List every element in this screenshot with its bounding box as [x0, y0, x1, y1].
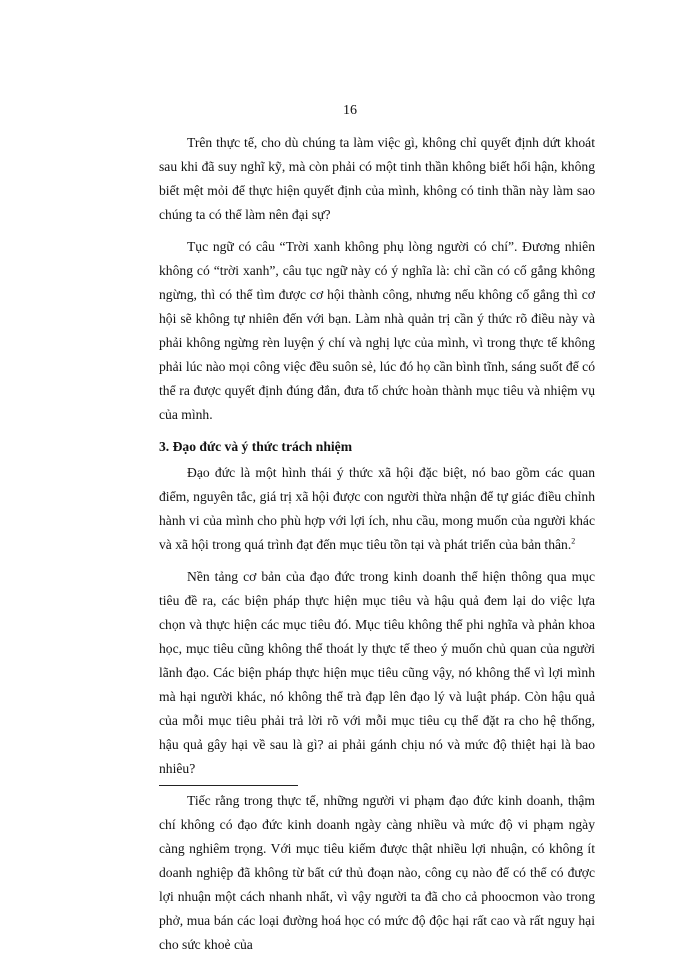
- footnote-separator: [159, 785, 298, 786]
- paragraph-5: Tiếc rằng trong thực tế, những người vi phạm đạo đức kinh doanh, thậm chí không có đạo đức kinh doanh ngày càng nhiều và mức độ vi phạm ngày càng nghiêm trọng. Với mục tiêu kiếm được thật nhiều lợi nhuận, có không ít doanh nghiệp đã không từ bất cứ thủ đoạn nào, công cụ nào để có thể có được lợi nhuận một cách nhanh nhất, vì vậy người ta đã cho cả phoocmon vào trong phở, mua bán các loại đường hoá học có mức độ độc hại rất cao và rất nguy hại cho sức khoẻ của: [159, 793, 595, 952]
- paragraph-3-text: Đạo đức là một hình thái ý thức xã hội đặc biệt, nó bao gồm các quan điểm, nguyên tắc, giá trị xã hội được con người thừa nhận để tự giác điều chỉnh hành vi của mình cho phù hợp với lợi ích, nhu cầu, mong muốn của người khác và xã hội trong quá trình đạt đến mục tiêu tồn tại và phát triển của bản thân.: [159, 465, 595, 552]
- body-text: [159, 131, 595, 965]
- footnote-reference: 2: [571, 536, 576, 546]
- paragraph-2: Tục ngữ có câu “Trời xanh không phụ lòng người có chí”. Đương nhiên không có “trời xanh”, câu tục ngữ này có ý nghĩa là: chỉ cần có cố gắng không ngừng, thì có thể tìm được cơ hội thành công, nhưng nếu không cố gắng thì cơ hội sẽ không tự nhiên đến với bạn. Làm nhà quản trị cần ý thức rõ điều này và phải không ngừng rèn luyện ý chí và nghị lực của mình, vì trong thực tế không phải lúc nào mọi công việc đều suôn sẻ, lúc đó họ cần bình tĩnh, sáng suốt để có thể ra được quyết định đúng đắn, đưa tổ chức hoàn thành mục tiêu và nhiệm vụ của mình.: [159, 239, 595, 422]
- paragraph-3: [159, 461, 595, 557]
- page-number: 16: [343, 103, 357, 118]
- paragraph-1: Trên thực tế, cho dù chúng ta làm việc gì, không chỉ quyết định dứt khoát sau khi đã suy nghĩ kỹ, mà còn phải có một tinh thần không biết hối hận, không biết mệt mỏi để thực hiện quyết định của mình, không có tinh thần này làm sao chúng ta có thể làm nên đại sự?: [159, 135, 595, 222]
- section-heading: 3. Đạo đức và ý thức trách nhiệm: [159, 439, 353, 454]
- paragraph-4: Nền tảng cơ bản của đạo đức trong kinh doanh thể hiện thông qua mục tiêu đề ra, các biện pháp thực hiện mục tiêu và hậu quả đem lại do việc lựa chọn và thực hiện các mục tiêu đó. Mục tiêu không thể phi nghĩa và phản khoa học, mục tiêu cũng không thể thoát ly thực tế theo ý muốn chủ quan của người lãnh đạo. Các biện pháp thực hiện mục tiêu cũng vậy, nó không thể vì lợi mình mà hại người khác, nó không thể trà đạp lên đạo lý và luật pháp. Còn hậu quả của mỗi mục tiêu phải trả lời rõ với mỗi mục tiêu cụ thể đặt ra cho hệ thống, hậu quả gây hại về sau là gì? ai phải gánh chịu nó và mức độ thiệt hại là bao nhiêu?: [159, 569, 595, 776]
